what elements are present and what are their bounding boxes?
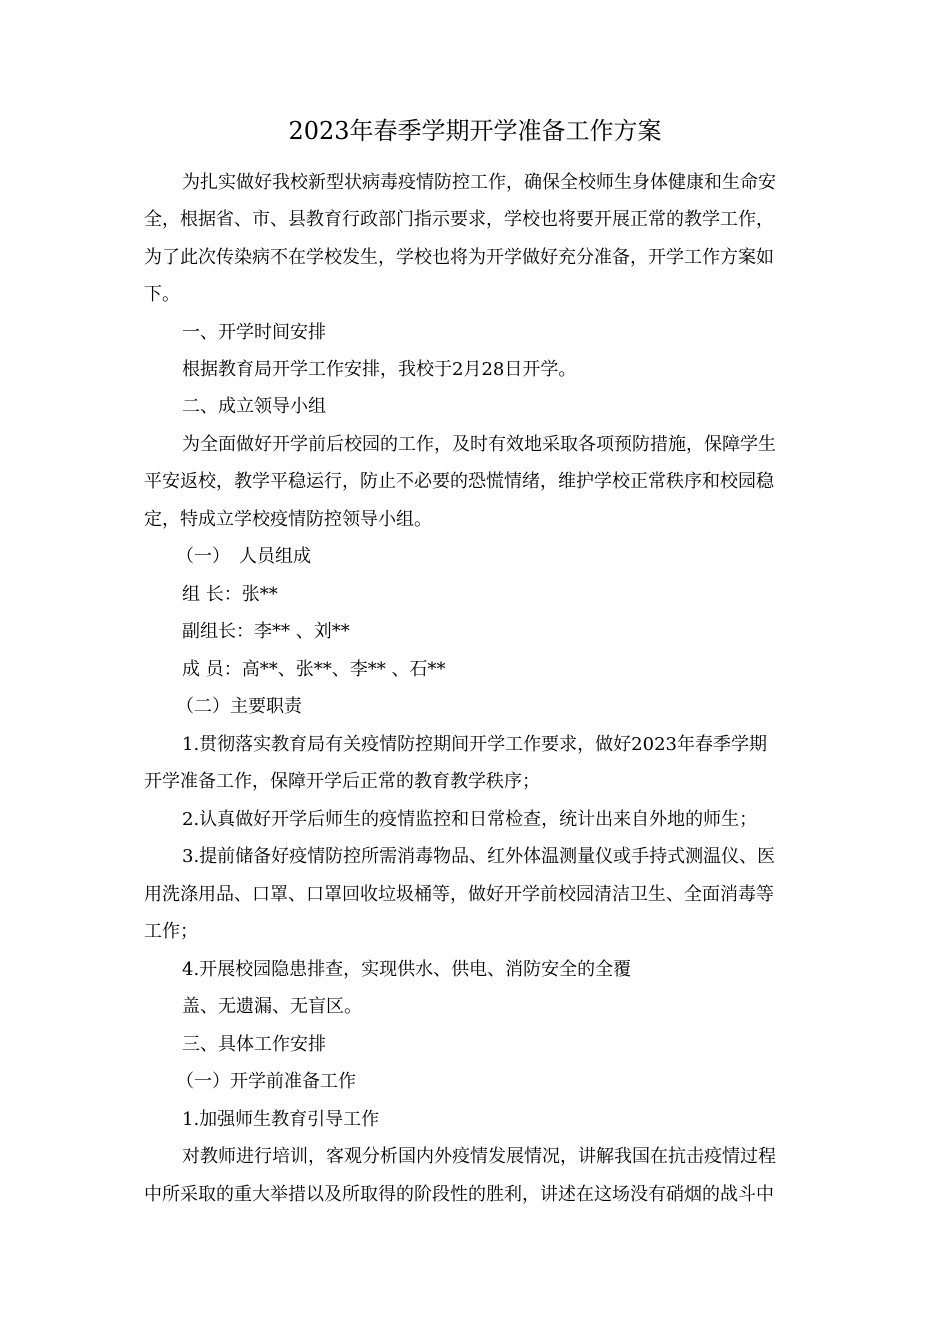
paragraph-line: 2.认真做好开学后师生的疫情监控和日常检查，统计出来自外地的师生； — [182, 809, 758, 830]
member-line: 副组长：李** 、刘** — [182, 621, 350, 642]
subsection-heading: （一） 人员组成 — [176, 546, 311, 567]
document-title: 2023年春季学期开学准备工作方案 — [288, 117, 662, 145]
member-line: 组 长：张** — [182, 584, 278, 605]
paragraph-line: 定，特成立学校疫情防控领导小组。 — [144, 509, 432, 530]
paragraph-line: 1.贯彻落实教育局有关疫情防控期间开学工作要求，做好2023年春季学期 — [182, 734, 767, 755]
item-heading: 1.加强师生教育引导工作 — [182, 1109, 380, 1130]
paragraph-line: 下。 — [144, 284, 180, 305]
paragraph-line: 3.提前储备好疫情防控所需消毒物品、红外体温测量仪或手持式测温仪、医 — [182, 846, 776, 867]
paragraph-line: 工作； — [144, 921, 198, 942]
paragraph-line: 为扎实做好我校新型状病毒疫情防控工作，确保全校师生身体健康和生命安 — [182, 172, 776, 193]
paragraph-line: 为了此次传染病不在学校发生，学校也将为开学做好充分准备，开学工作方案如 — [144, 247, 774, 268]
paragraph-line: 为全面做好开学前后校园的工作，及时有效地采取各项预防措施，保障学生 — [182, 434, 776, 455]
section-heading: 一、开学时间安排 — [182, 322, 326, 343]
paragraph-line: 用洗涤用品、口罩、口罩回收垃圾桶等，做好开学前校园清洁卫生、全面消毒等 — [144, 884, 774, 905]
paragraph-line: 中所采取的重大举措以及所取得的阶段性的胜利，讲述在这场没有硝烟的战斗中 — [144, 1184, 774, 1205]
paragraph-line: 4.开展校园隐患排查，实现供水、供电、消防安全的全覆 — [182, 959, 632, 980]
subsection-heading: （一）开学前准备工作 — [176, 1071, 356, 1092]
paragraph-line: 全，根据省、市、县教育行政部门指示要求，学校也将要开展正常的教学工作， — [144, 209, 774, 230]
section-heading: 三、具体工作安排 — [182, 1034, 326, 1055]
member-line: 成 员：高**、张**、李** 、石** — [182, 659, 446, 680]
section-heading: 二、成立领导小组 — [182, 396, 326, 417]
paragraph-line: 对教师进行培训，客观分析国内外疫情发展情况，讲解我国在抗击疫情过程 — [182, 1146, 776, 1167]
paragraph-line: 平安返校，教学平稳运行，防止不必要的恐慌情绪，维护学校正常秩序和校园稳 — [144, 471, 774, 492]
subsection-heading: （二）主要职责 — [176, 696, 302, 717]
paragraph-line: 根据教育局开学工作安排，我校于2月28日开学。 — [182, 359, 577, 380]
paragraph-line: 开学准备工作，保障开学后正常的教育教学秩序； — [144, 771, 540, 792]
paragraph-line: 盖、无遗漏、无盲区。 — [182, 996, 362, 1017]
